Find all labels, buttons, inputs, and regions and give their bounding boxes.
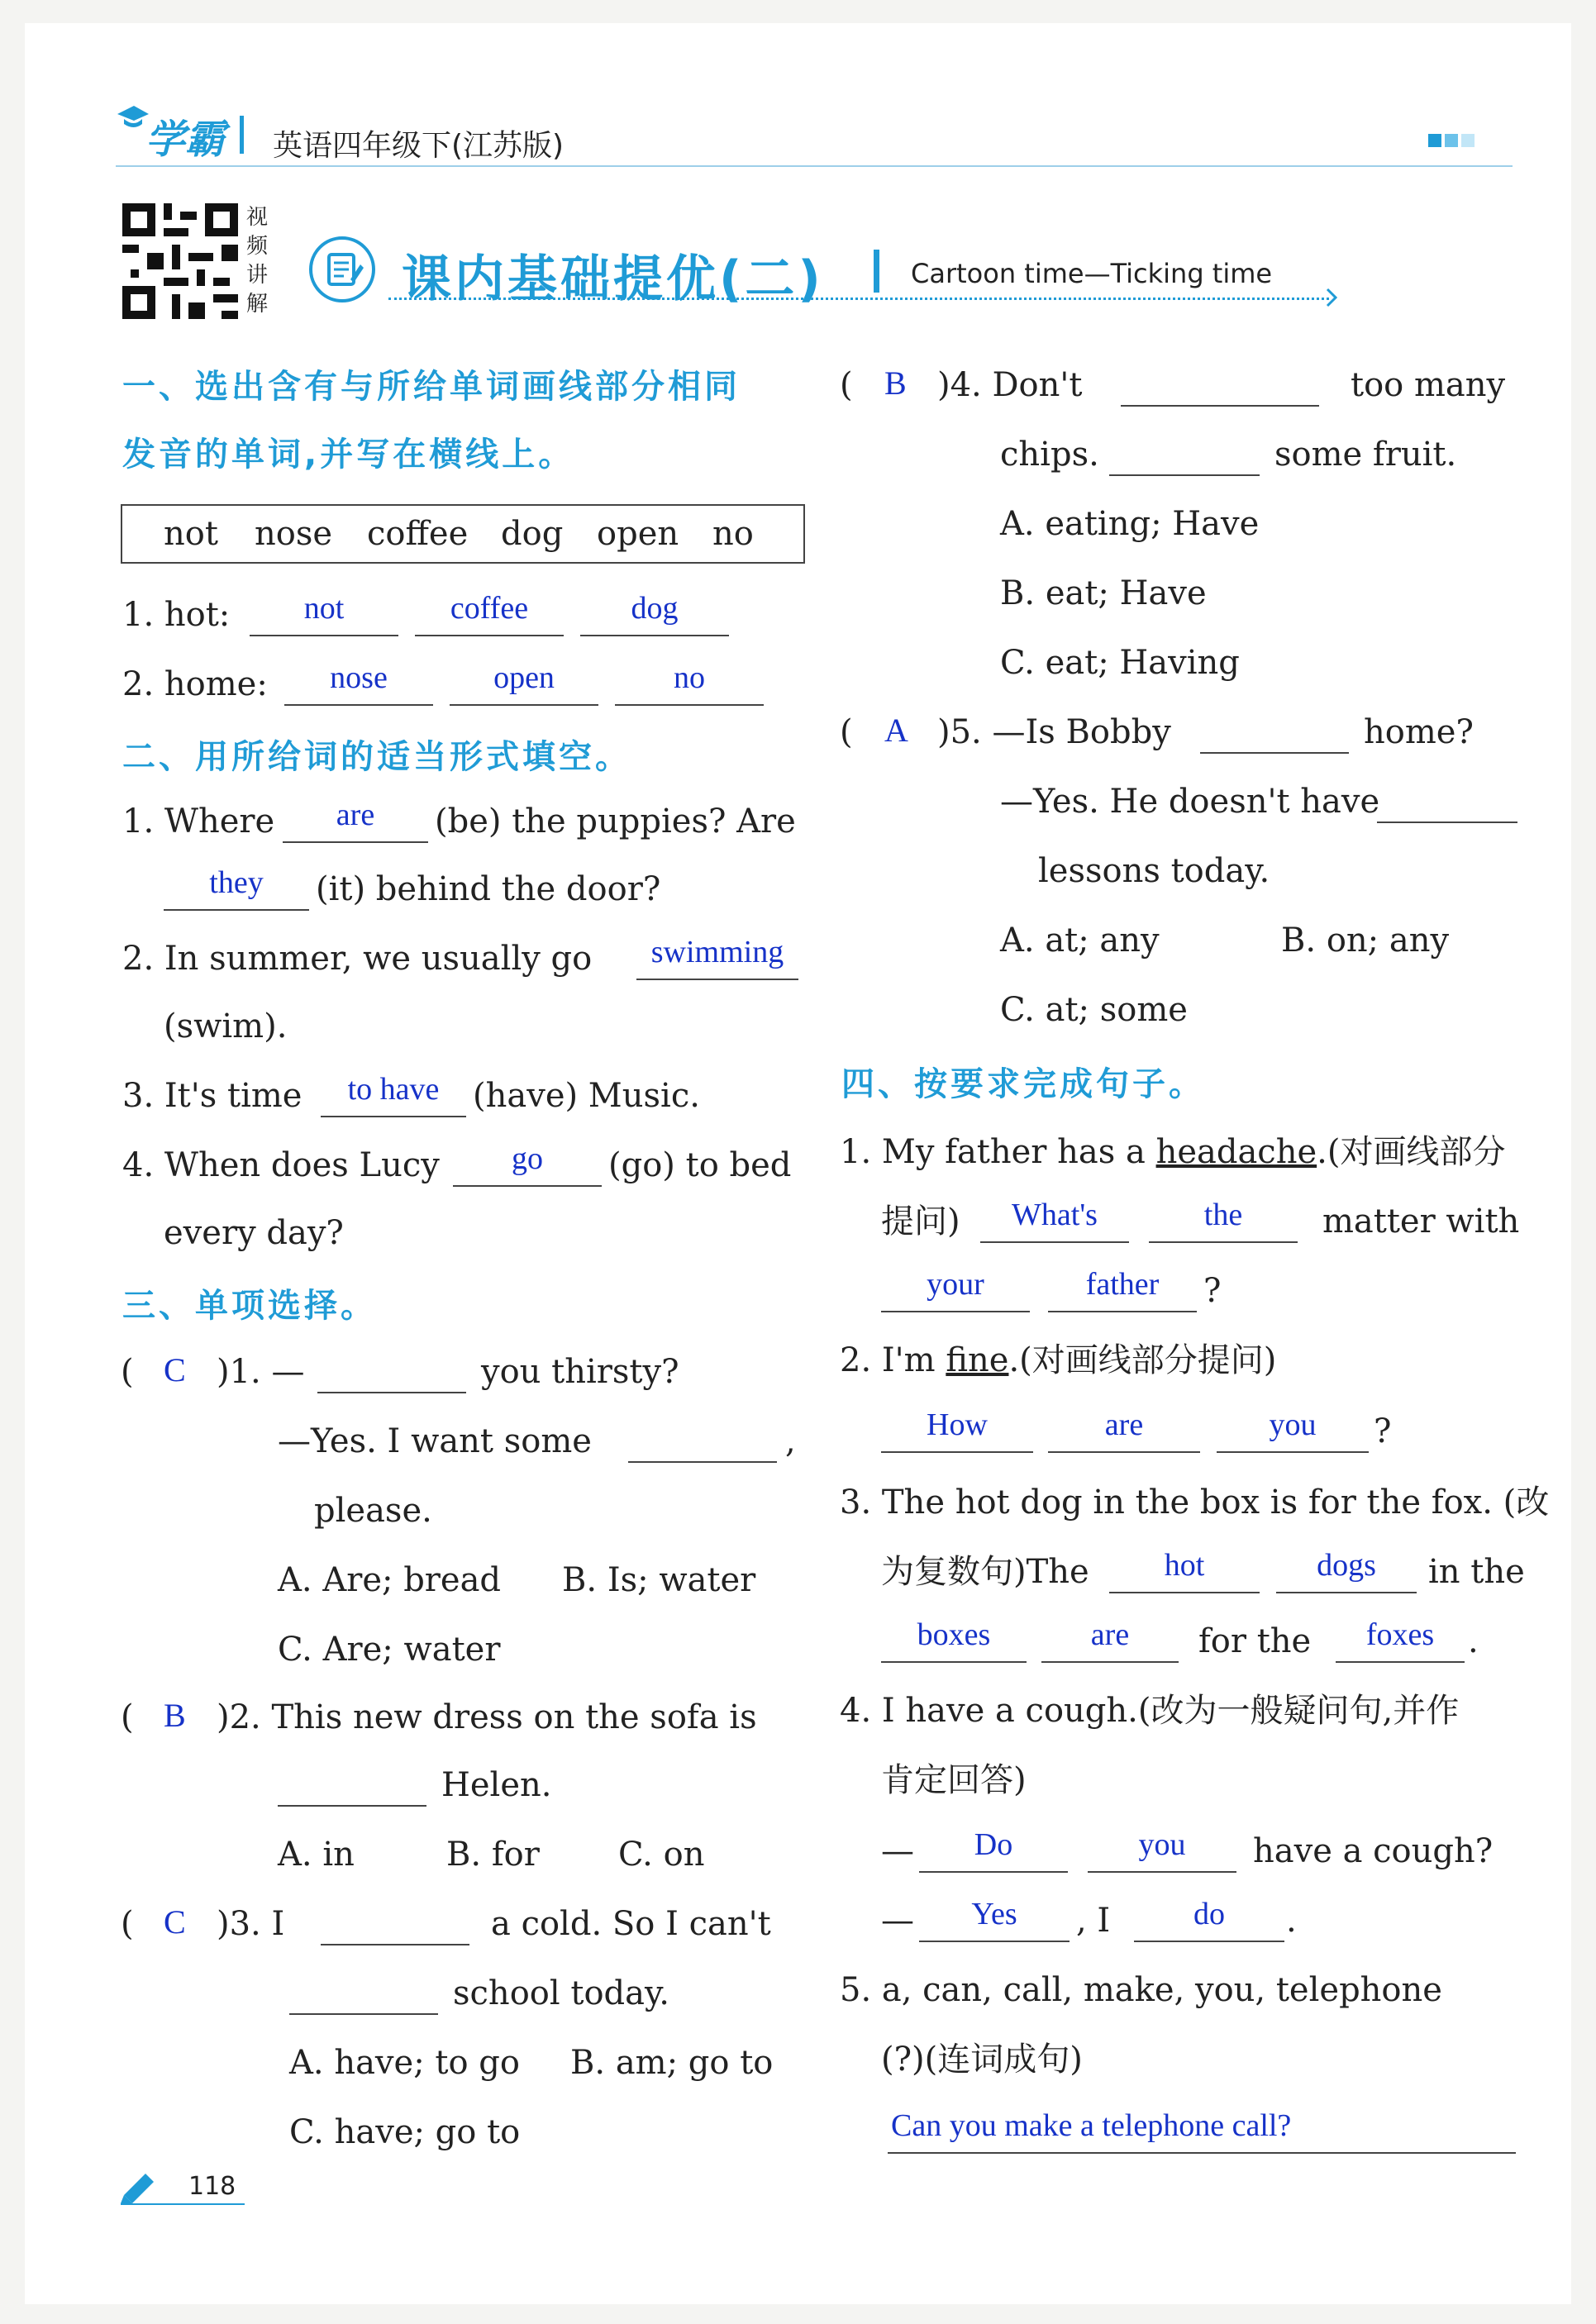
p3-q3-option-a[interactable]: A. have; to go bbox=[289, 2044, 520, 2082]
p4-q4-text: have a cough? bbox=[1253, 1832, 1494, 1870]
p3-q1-blank[interactable] bbox=[628, 1461, 777, 1463]
p4-q4-answer: Do bbox=[974, 1827, 1013, 1862]
p3-q3-text: )3. I bbox=[217, 1905, 285, 1943]
p3-q4-text: too many bbox=[1351, 366, 1506, 404]
p3-q5-option-b[interactable]: B. on; any bbox=[1281, 922, 1450, 960]
p3-q5-text: home? bbox=[1364, 713, 1474, 751]
section-title-bar bbox=[874, 250, 879, 293]
part1-heading-line2: 发音的单词,并写在横线上。 bbox=[122, 436, 575, 474]
p3-q2-answer: B bbox=[164, 1697, 186, 1734]
p4-q3-answer: hot bbox=[1164, 1548, 1205, 1583]
word-bank-word: not bbox=[164, 515, 218, 553]
p4-q3-text: 3. The hot dog in the box is for the fox. (改 bbox=[840, 1483, 1550, 1522]
p3-q4-text: )4. Don't bbox=[937, 366, 1083, 404]
p2-q1-answer: they bbox=[209, 865, 264, 900]
p4-q5-text: (?)(连词成句) bbox=[881, 2041, 1083, 2079]
p2-q1-answer: are bbox=[336, 798, 375, 832]
p4-q4-text: 肯定回答) bbox=[881, 1761, 1027, 1799]
p2-q4-blank[interactable] bbox=[453, 1185, 602, 1187]
p4-q5-answer: Can you make a telephone call? bbox=[891, 2108, 1292, 2143]
p3-q3-option-c[interactable]: C. have; go to bbox=[289, 2113, 521, 2151]
p4-q4-answer: do bbox=[1193, 1897, 1225, 1931]
p1-q1-answer: coffee bbox=[450, 591, 529, 626]
p4-q1-answer: father bbox=[1085, 1267, 1160, 1302]
page-number-rule bbox=[121, 2203, 245, 2205]
p4-q1-blank[interactable] bbox=[1149, 1241, 1298, 1243]
p3-q2-blank[interactable] bbox=[278, 1805, 426, 1807]
p2-q1-text: (be) the puppies? Are bbox=[435, 802, 796, 841]
p4-q1-answer: the bbox=[1203, 1198, 1243, 1232]
p3-q3-answer: C bbox=[164, 1903, 186, 1941]
p3-q2-option-b[interactable]: B. for bbox=[446, 1836, 540, 1874]
underlined-word: headache bbox=[1155, 1133, 1317, 1171]
p3-q5-text: )5. —Is Bobby bbox=[937, 713, 1171, 751]
section-subtitle: Cartoon time—Ticking time bbox=[911, 258, 1273, 289]
p4-q1-text: 提问) bbox=[881, 1202, 960, 1241]
p1-q1-blank[interactable] bbox=[415, 635, 564, 636]
p4-q1-answer: What's bbox=[1012, 1198, 1098, 1232]
p2-q1-text: 1. Where bbox=[122, 802, 275, 841]
p1-q2-blank[interactable] bbox=[284, 704, 433, 706]
p3-q2-paren: ( bbox=[121, 1698, 134, 1736]
p2-q4-text: every day? bbox=[164, 1214, 344, 1252]
p4-q3-blank[interactable] bbox=[1109, 1592, 1260, 1593]
p1-q2-blank[interactable] bbox=[615, 704, 764, 706]
p3-q4-blank[interactable] bbox=[1109, 474, 1260, 476]
book-title: 英语四年级下(江苏版) bbox=[273, 129, 565, 163]
p3-q2-text: )2. This new dress on the sofa is bbox=[217, 1698, 757, 1736]
p4-q1-text: 1. My father has a headache.(对画线部分 bbox=[840, 1133, 1506, 1171]
word-bank-word: nose bbox=[255, 515, 333, 553]
p1-q1-answer: dog bbox=[631, 591, 679, 626]
word-bank-word: coffee bbox=[367, 515, 469, 553]
p4-q4-text: , I bbox=[1076, 1902, 1111, 1940]
part2-heading: 二、用所给词的适当形式填空。 bbox=[122, 738, 631, 776]
p3-q4-option-c[interactable]: C. eat; Having bbox=[1000, 644, 1240, 682]
p3-q2-option-c[interactable]: C. on bbox=[618, 1836, 705, 1874]
p4-q1-answer: your bbox=[927, 1267, 984, 1302]
section-dotted-rule bbox=[388, 298, 1329, 300]
p3-q3-option-b[interactable]: B. am; go to bbox=[570, 2044, 774, 2082]
p1-q2-label: 2. home: bbox=[122, 665, 268, 703]
p3-q1-text: )1. — bbox=[217, 1353, 305, 1391]
p3-q5-text: —Yes. He doesn't have bbox=[1000, 783, 1380, 821]
p4-q2-answer: How bbox=[927, 1407, 988, 1442]
note-icon bbox=[307, 235, 377, 304]
p1-q2-answer: nose bbox=[330, 660, 388, 695]
p3-q5-blank[interactable] bbox=[1200, 752, 1349, 754]
p2-q4-answer: go bbox=[512, 1141, 543, 1176]
page-number: 118 bbox=[188, 2172, 236, 2201]
p3-q5-blank[interactable] bbox=[1377, 821, 1517, 823]
p2-q2-answer: swimming bbox=[650, 935, 784, 969]
word-bank-word: open bbox=[597, 515, 679, 553]
brand-logo bbox=[116, 106, 240, 164]
p3-q5-option-a[interactable]: A. at; any bbox=[1000, 922, 1160, 960]
p3-q3-blank[interactable] bbox=[289, 2013, 438, 2015]
p4-q2-text: 2. I'm fine.(对画线部分提问) bbox=[840, 1341, 1277, 1379]
p2-q1-text: (it) behind the door? bbox=[316, 870, 661, 908]
p1-q1-blank[interactable] bbox=[580, 635, 729, 636]
p1-q1-label: 1. hot: bbox=[122, 596, 231, 634]
p4-q3-answer: boxes bbox=[917, 1617, 991, 1652]
p4-q4-dash: — bbox=[881, 1832, 914, 1870]
p2-q4-text: (go) to bed bbox=[608, 1146, 792, 1184]
p4-q1-text: ? bbox=[1203, 1272, 1222, 1310]
p4-q3-blank[interactable] bbox=[1276, 1592, 1417, 1593]
p4-q3-blank[interactable] bbox=[1336, 1661, 1465, 1663]
p2-q3-blank[interactable] bbox=[321, 1116, 466, 1117]
p4-q2-text: ? bbox=[1374, 1412, 1392, 1450]
p1-q1-blank[interactable] bbox=[250, 635, 398, 636]
p2-q2-text: 2. In summer, we usually go bbox=[122, 940, 593, 978]
p3-q4-blank[interactable] bbox=[1121, 405, 1319, 407]
p4-q2-blank[interactable] bbox=[1217, 1451, 1369, 1453]
p1-q2-answer: open bbox=[493, 660, 555, 695]
p3-q1-text: you thirsty? bbox=[481, 1353, 679, 1391]
p2-q1-blank[interactable] bbox=[164, 909, 309, 911]
p3-q3-text: a cold. So I can't bbox=[491, 1905, 771, 1943]
p3-q1-text: please. bbox=[314, 1492, 432, 1530]
p4-q3-answer: dogs bbox=[1317, 1548, 1376, 1583]
p4-q4-blank[interactable] bbox=[919, 1871, 1068, 1873]
p4-q1-text: matter with bbox=[1322, 1202, 1520, 1241]
p3-q3-blank[interactable] bbox=[321, 1944, 469, 1945]
p3-q1-text: , bbox=[785, 1422, 796, 1460]
p3-q5-paren: ( bbox=[840, 713, 853, 751]
qr-code[interactable] bbox=[122, 203, 238, 319]
video-label: 视 频 讲 解 bbox=[246, 205, 269, 317]
p2-q2-blank[interactable] bbox=[636, 979, 798, 980]
p3-q4-answer: B bbox=[884, 364, 907, 402]
p4-q3-text: . bbox=[1468, 1622, 1479, 1660]
p3-q1-answer: C bbox=[164, 1351, 186, 1388]
p3-q5-answer: A bbox=[884, 712, 908, 749]
p4-q1-blank[interactable] bbox=[1048, 1311, 1197, 1312]
p4-q1-blank[interactable] bbox=[980, 1241, 1129, 1243]
p4-q4-text: . bbox=[1286, 1902, 1297, 1940]
p2-q3-text: 3. It's time bbox=[122, 1077, 303, 1115]
p3-q2-option-a[interactable]: A. in bbox=[278, 1836, 355, 1874]
p3-q4-text: chips. bbox=[1000, 436, 1099, 474]
p3-q4-text: some fruit. bbox=[1274, 436, 1457, 474]
p2-q1-blank[interactable] bbox=[283, 841, 428, 843]
p4-q3-blank[interactable] bbox=[881, 1661, 1027, 1663]
part3-heading: 三、单项选择。 bbox=[122, 1287, 377, 1325]
p2-q4-text: 4. When does Lucy bbox=[122, 1146, 440, 1184]
p4-q3-blank[interactable] bbox=[1041, 1661, 1179, 1663]
p2-q3-text: (have) Music. bbox=[473, 1077, 700, 1115]
p4-q4-dash: — bbox=[881, 1902, 914, 1940]
p4-q4-blank[interactable] bbox=[1134, 1941, 1284, 1942]
p3-q1-option-b[interactable]: B. Is; water bbox=[562, 1561, 756, 1599]
p4-q2-answer: you bbox=[1269, 1407, 1317, 1442]
p4-q4-answer: you bbox=[1138, 1827, 1186, 1862]
p3-q1-option-c[interactable]: C. Are; water bbox=[278, 1631, 501, 1669]
p4-q5-text: 5. a, can, call, make, you, telephone bbox=[840, 1971, 1442, 2009]
p1-q2-blank[interactable] bbox=[450, 704, 598, 706]
p4-q3-answer: foxes bbox=[1365, 1617, 1435, 1652]
p4-q4-text: 4. I have a cough.(改为一般疑问句,并作 bbox=[840, 1692, 1460, 1730]
p3-q1-blank[interactable] bbox=[317, 1392, 466, 1393]
p4-q5-blank[interactable] bbox=[888, 2152, 1516, 2154]
p3-q1-paren: ( bbox=[121, 1353, 134, 1391]
p4-q1-blank[interactable] bbox=[881, 1311, 1030, 1312]
p3-q3-paren: ( bbox=[121, 1905, 134, 1943]
p4-q3-text: 为复数句)The bbox=[881, 1553, 1089, 1591]
p3-q5-text: lessons today. bbox=[1038, 852, 1270, 890]
p4-q2-blank[interactable] bbox=[1048, 1451, 1200, 1453]
p3-q3-text: school today. bbox=[453, 1974, 669, 2012]
section-title: 课内基础提优(二) bbox=[402, 250, 824, 308]
p3-q4-option-b[interactable]: B. eat; Have bbox=[1000, 574, 1207, 612]
p1-q2-answer: no bbox=[674, 660, 705, 695]
brand-name: 学霸 bbox=[145, 117, 226, 163]
p4-q3-answer: are bbox=[1090, 1617, 1130, 1652]
p3-q5-option-c[interactable]: C. at; some bbox=[1000, 991, 1188, 1029]
p1-q1-answer: not bbox=[303, 591, 345, 626]
word-bank-word: no bbox=[712, 515, 754, 553]
p4-q3-text: in the bbox=[1428, 1553, 1525, 1591]
p4-q2-blank[interactable] bbox=[881, 1451, 1033, 1453]
word-bank-word: dog bbox=[501, 515, 564, 553]
p2-q3-answer: to have bbox=[347, 1072, 440, 1107]
chevron-right-icon bbox=[1326, 288, 1337, 311]
pencil-icon bbox=[121, 2170, 159, 2207]
p4-q3-text: for the bbox=[1198, 1622, 1312, 1660]
part1-heading-line1: 一、选出含有与所给单词画线部分相同 bbox=[122, 368, 741, 406]
brand-divider bbox=[240, 116, 244, 154]
p3-q4-paren: ( bbox=[840, 366, 853, 404]
p3-q4-option-a[interactable]: A. eating; Have bbox=[1000, 505, 1260, 543]
graduation-cap-icon bbox=[116, 101, 149, 134]
p4-q4-blank[interactable] bbox=[1088, 1871, 1236, 1873]
header-rule bbox=[116, 165, 1513, 167]
part4-heading: 四、按要求完成句子。 bbox=[841, 1065, 1205, 1103]
p4-q4-answer: Yes bbox=[971, 1897, 1017, 1931]
p3-q1-text: —Yes. I want some bbox=[278, 1422, 592, 1460]
p4-q2-answer: are bbox=[1104, 1407, 1144, 1442]
p2-q2-text: (swim). bbox=[164, 1007, 288, 1045]
p3-q2-text: Helen. bbox=[441, 1766, 552, 1804]
p3-q1-option-a[interactable]: A. Are; bread bbox=[278, 1561, 502, 1599]
p4-q4-blank[interactable] bbox=[919, 1941, 1070, 1942]
header-squares bbox=[1428, 134, 1475, 150]
underlined-word: fine bbox=[946, 1341, 1009, 1379]
